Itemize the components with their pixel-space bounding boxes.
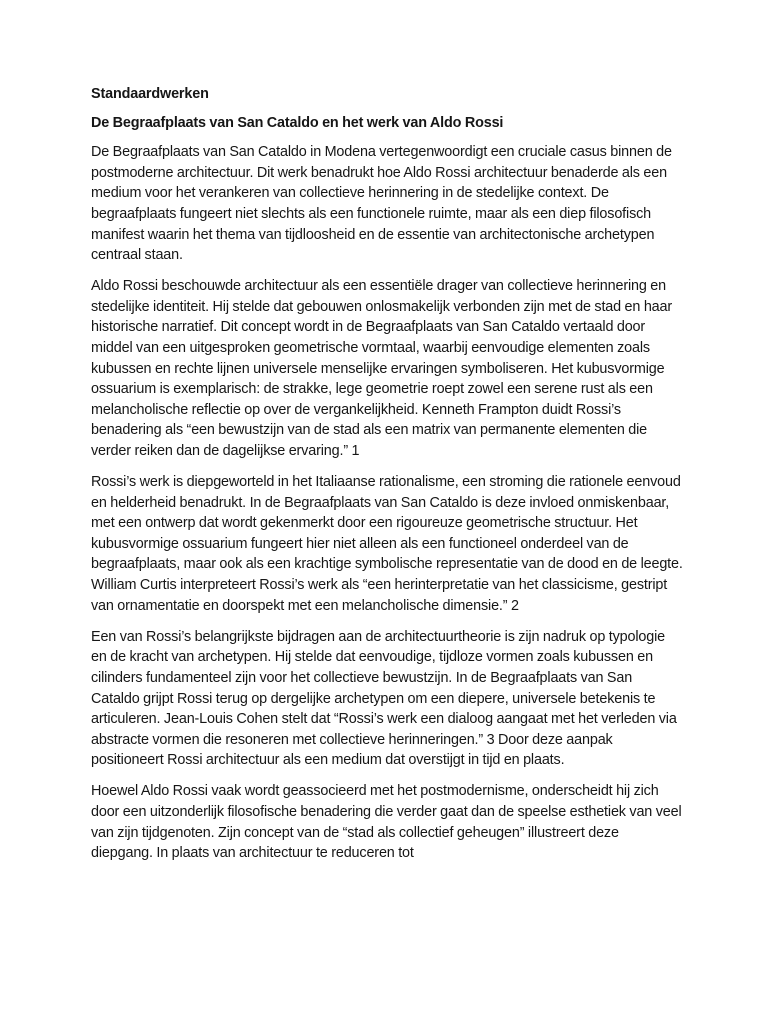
paragraph-3: Rossi’s werk is diepgeworteld in het Italiaanse rationalisme, een stroming die rationele eenvoud en helderheid benadrukt. In de Begraafplaats van San Cataldo is deze invloed onmiskenbaar, met een ontwerp dat wordt gekenmerkt door een rigoureuze geometrische structuur. Het kubusvormige ossuarium fungeert hier niet alleen als een functioneel onderdeel van de begraafplaats, maar ook als een krachtige symbolische representatie van de dood en de leegte. William Curtis interpreteert Rossi’s werk als “een herinterpretatie van het classicisme, gestript van ornamentatie en doorspekt met een melancholische dimensie.” 2 xyxy=(91,474,683,614)
paragraph-2: Aldo Rossi beschouwde architectuur als een essentiële drager van collectieve herinnering en stedelijke identiteit. Hij stelde dat gebouwen onlosmakelijk verbonden zijn met de stad en haar historische narratief. Dit concept wordt in de Begraafplaats van San Cataldo vertaald door middel van een uitgesproken geometrische vormtaal, waarbij eenvoudige elementen zoals kubussen en rechte lijnen universele menselijke ervaringen symboliseren. Het kubusvormige ossuarium is exemplarisch: de strakke, lege geometrie roept zowel een serene rust als een melancholische reflectie op over de vergankelijkheid. Kenneth Frampton duidt Rossi’s benadering als “een bewustzijn van de stad als een matrix van permanente elementen die verder reiken dan de dagelijkse ervaring.” 1 xyxy=(91,278,673,459)
paragraph-5: Hoewel Aldo Rossi vaak wordt geassocieerd met het postmodernisme, onderscheidt hij zich door een uitzonderlijk filosofische benadering die verder gaat dan de speelse esthetiek van veel van zijn tijdgenoten. Zijn concept van de “stad als collectief geheugen” illustreert deze diepgang. In plaats van architectuur te reduceren tot xyxy=(91,783,682,862)
paragraph-1: De Begraafplaats van San Cataldo in Modena vertegenwoordigt een cruciale casus binnen de postmoderne architectuur. Dit werk benadrukt hoe Aldo Rossi architectuur benaderde als een medium voor het verankeren van collectieve herinnering in de stedelijke context. De begraafplaats fungeert niet slechts als een functionele ruimte, maar als een diep filosofisch manifest waarin het thema van tijdloosheid en de essentie van architectonische archetypen centraal staan. xyxy=(91,144,672,264)
section-title: Standaardwerken xyxy=(91,86,209,102)
article-title: De Begraafplaats van San Cataldo en het werk van Aldo Rossi xyxy=(91,115,504,132)
paragraph-4: Een van Rossi’s belangrijkste bijdragen aan de architectuurtheorie is zijn nadruk op typologie en de kracht van archetypen. Hij stelde dat eenvoudige, tijdloze vormen zoals kubussen en cilinders fundamenteel zijn voor het collectieve bewustzijn. In de Begraafplaats van San Cataldo grijpt Rossi terug op dergelijke archetypen om een diepere, universele betekenis te articuleren. Jean-Louis Cohen stelt dat “Rossi’s werk een dialoog aangaat met het verleden via abstracte vormen die resoneren met collectieve herinneringen.” 3 Door deze aanpak positioneert Rossi architectuur als een medium dat overstijgt in tijd en plaats. xyxy=(91,628,677,769)
document-page xyxy=(91,84,683,874)
